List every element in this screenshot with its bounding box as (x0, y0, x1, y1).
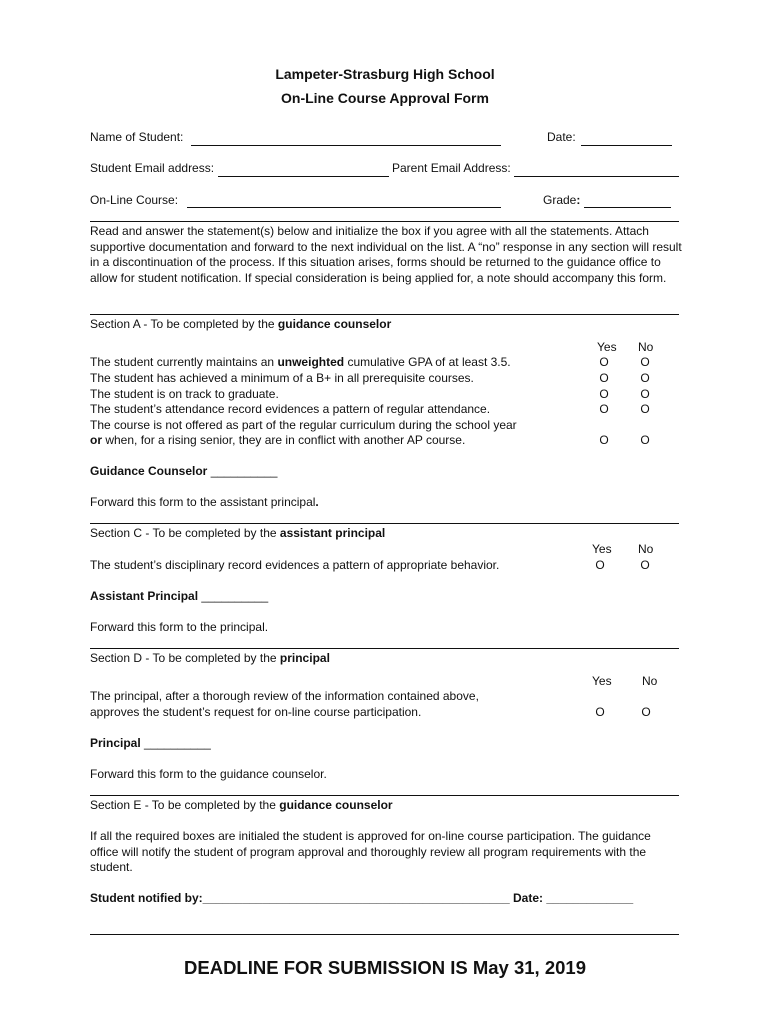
principal-signature[interactable] (90, 736, 211, 750)
section-e-paragraph: If all the required boxes are initialed the student is approved for on-line course participation. The guidance office will notify the student of program approval and thoroughly review all program requirements with the student. (90, 829, 651, 874)
online-course-field[interactable] (187, 207, 501, 208)
divider (90, 648, 679, 649)
grade-label (543, 193, 580, 207)
student-email-label: Student Email address: (90, 161, 215, 175)
instructions-paragraph: Read and answer the statement(s) below and initialize the box if you agree with all the statements. Attach supportive documentation and forward to the next individual on the list. A “no” response in any section will result in a discontinuation of the process. If this situation arises, forms should be returned to the guidance office to allow for student notification. If special consideration is being applied for, a note should accompany this form. (90, 224, 682, 285)
student-email-field[interactable] (218, 176, 389, 177)
section-c-heading (90, 526, 385, 540)
yes-radio[interactable]: O (599, 371, 609, 385)
section-a-statement-attendance: The student’s attendance record evidences a pattern of regular attendance. (90, 402, 491, 416)
signature-blank[interactable]: __________ (210, 464, 278, 478)
school-name: Lampeter-Strasburg High School (275, 66, 495, 82)
statement-text: cumulative GPA of at least 3.5. (344, 355, 511, 369)
yes-radio[interactable]: O (599, 387, 609, 401)
section-a-statement-prereq: The student has achieved a minimum of a B+ in all prerequisite courses. (90, 371, 474, 385)
grade-label-text: Grade (543, 193, 577, 207)
student-name-field[interactable] (191, 145, 501, 146)
statement-emphasis: unweighted (277, 355, 345, 369)
divider (90, 221, 679, 222)
assistant-principal-signature[interactable] (90, 589, 268, 603)
forward-assistant-principal (90, 495, 319, 509)
section-e-role: guidance counselor (279, 798, 393, 812)
section-e-heading (90, 798, 393, 812)
grade-field[interactable] (584, 207, 671, 208)
form-title: On-Line Course Approval Form (281, 90, 489, 106)
student-name-label: Name of Student: (90, 130, 184, 144)
statement-text: when, for a rising senior, they are in conflict with another AP course. (102, 433, 466, 447)
yes-radio[interactable]: O (595, 558, 605, 572)
section-a-role: guidance counselor (277, 317, 392, 331)
section-c-statement-discipline: The student’s disciplinary record evidences a pattern of appropriate behavior. (90, 558, 500, 572)
section-a-statement-curriculum: The course is not offered as part of the regular curriculum during the school year (90, 418, 517, 432)
statement-emphasis: or (90, 433, 102, 447)
guidance-counselor-signature[interactable] (90, 464, 277, 478)
no-radio[interactable]: O (640, 371, 650, 385)
signature-label: Principal (90, 736, 141, 750)
section-c-heading-text: Section C - To be completed by the (90, 526, 280, 540)
no-radio[interactable]: O (640, 558, 650, 572)
section-c-yes-header: Yes (592, 542, 612, 556)
section-a-yes-header: Yes (597, 340, 617, 354)
no-radio[interactable]: O (640, 402, 650, 416)
signature-blank[interactable]: __________ (201, 589, 269, 603)
section-a-statement-graduate: The student is on track to graduate. (90, 387, 279, 401)
forward-period: . (315, 495, 319, 509)
statement-text: The student currently maintains an (90, 355, 278, 369)
notified-date-label: Date: (513, 891, 544, 905)
yes-radio[interactable]: O (599, 355, 609, 369)
forward-text: Forward this form to the assistant principal (90, 495, 316, 509)
deadline-notice: DEADLINE FOR SUBMISSION IS May 31, 2019 (184, 957, 586, 978)
section-a-heading-text: Section A - To be completed by the (90, 317, 278, 331)
section-c-role: assistant principal (279, 526, 386, 540)
section-c-no-header: No (638, 542, 654, 556)
divider (90, 795, 679, 796)
no-radio[interactable]: O (640, 433, 650, 447)
section-e-heading-text: Section E - To be completed by the (90, 798, 280, 812)
signature-label: Assistant Principal (90, 589, 199, 603)
forward-guidance-counselor: Forward this form to the guidance counselor. (90, 767, 327, 781)
section-d-statement: The principal, after a thorough review of the information contained above, (90, 689, 479, 703)
section-d-role: principal (279, 651, 330, 665)
date-label: Date: (547, 130, 576, 144)
date-field[interactable] (581, 145, 672, 146)
section-a-no-header: No (638, 340, 654, 354)
section-d-statement-cont: approves the student’s request for on-line course participation. (90, 705, 422, 719)
section-d-yes-header: Yes (592, 674, 612, 688)
parent-email-field[interactable] (514, 176, 679, 177)
divider (90, 523, 679, 524)
forward-principal: Forward this form to the principal. (90, 620, 269, 634)
online-course-label: On-Line Course: (90, 193, 179, 207)
section-d-no-header: No (642, 674, 658, 688)
student-notified-field[interactable]: ______________________________________________ (202, 891, 510, 905)
grade-label-colon: : (576, 193, 581, 207)
yes-radio[interactable]: O (599, 433, 609, 447)
section-d-heading (90, 651, 330, 665)
yes-radio[interactable]: O (599, 402, 609, 416)
signature-blank[interactable]: __________ (144, 736, 211, 750)
section-d-heading-text: Section D - To be completed by the (90, 651, 280, 665)
divider (90, 934, 679, 935)
yes-radio[interactable]: O (595, 705, 605, 719)
student-notified-label: Student notified by: (90, 891, 203, 905)
no-radio[interactable]: O (640, 387, 650, 401)
no-radio[interactable]: O (641, 705, 651, 719)
divider (90, 314, 679, 315)
notified-date-field[interactable]: _____________ (546, 891, 634, 905)
signature-label: Guidance Counselor (90, 464, 208, 478)
section-a-heading (90, 317, 391, 331)
no-radio[interactable]: O (640, 355, 650, 369)
section-a-statement-curriculum-cont (90, 433, 465, 447)
section-a-statement-gpa (90, 355, 511, 369)
student-notified-row (90, 891, 633, 905)
parent-email-label: Parent Email Address: (392, 161, 511, 175)
